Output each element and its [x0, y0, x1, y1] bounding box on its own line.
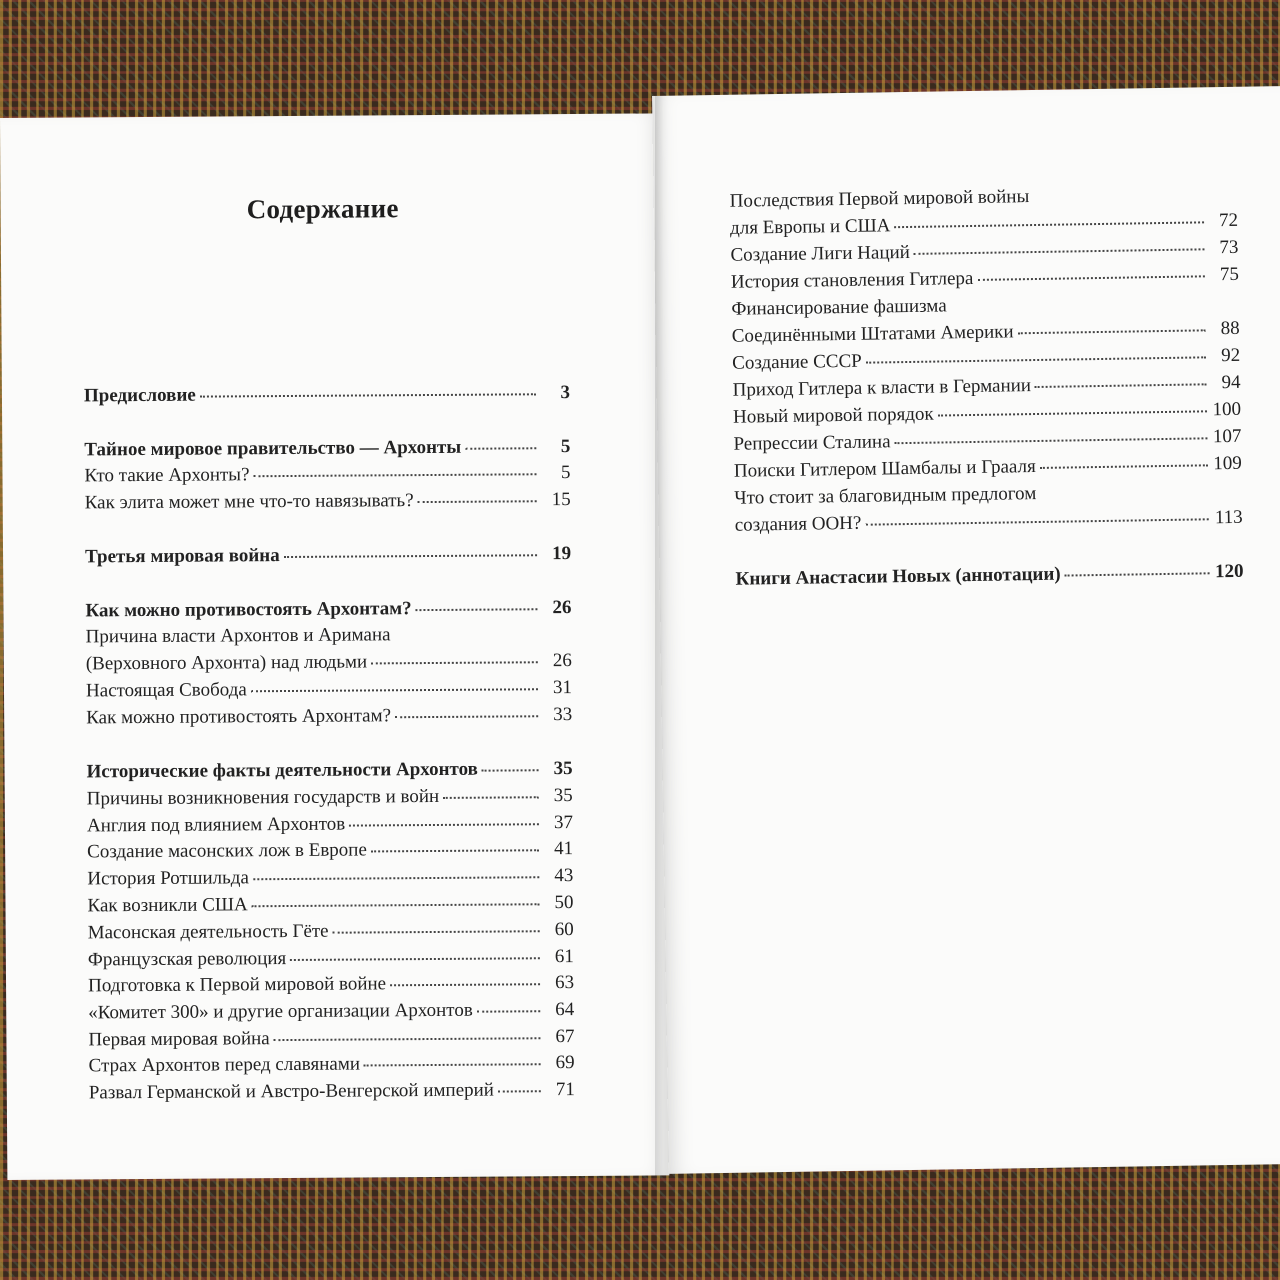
toc-entry-line1: Причина власти Архонтов и Аримана	[85, 624, 391, 648]
toc-entry: Исторические факты деятельности Архонтов 35	[86, 758, 573, 783]
toc-entry: Настоящая Свобода 31	[85, 677, 573, 702]
toc-entry: создания ООН? 113	[734, 506, 1243, 536]
toc-entry-line1: Финансирование фашизма	[731, 295, 947, 320]
toc-entry: Как возникли США 50	[87, 892, 574, 917]
toc-entry: Кто такие Архонты? 5	[84, 462, 571, 487]
toc-entry: Предисловие 3	[83, 382, 571, 407]
toc-entry: Соединёнными Штатами Америки 88	[731, 317, 1240, 347]
toc-entry: История становления Гитлера 75	[730, 263, 1240, 293]
toc-entry: Новый мировой порядок 100	[732, 398, 1242, 428]
toc-entry: Французская революция 61	[87, 946, 574, 971]
toc-entry: Третья мировая война 19	[84, 543, 572, 568]
toc-entry: Книги Анастасии Новых (аннотации) 120	[735, 560, 1244, 590]
toc-entry: Англия под влиянием Архонтов 37	[86, 812, 574, 837]
toc-entry: Как элита может мне что-то навязывать? 15	[84, 489, 571, 514]
book-spine	[655, 96, 669, 1176]
toc-entry: Причины возникновения государств и войн 35	[86, 785, 573, 810]
toc-entry: Создание Лиги Наций 73	[730, 236, 1239, 266]
toc-right	[652, 86, 1280, 590]
right-page	[652, 86, 1280, 1174]
toc-entry: Страх Архонтов перед славянами 69	[88, 1052, 575, 1077]
toc-entry: Создание масонских лож в Европе 41	[87, 838, 574, 863]
toc-entry: Приход Гитлера к власти в Германии 94	[732, 371, 1241, 401]
toc-entry-line1: Последствия Первой мировой войны	[729, 186, 1030, 212]
toc-entry: Создание СССР 92	[732, 344, 1241, 374]
toc-entry: Масонская деятельность Гёте 60	[87, 919, 574, 944]
left-page	[0, 113, 669, 1180]
toc-entry: Репрессии Сталина 107	[733, 425, 1242, 455]
toc-entry: История Ротшильда 43	[87, 865, 574, 890]
toc-entry: Как можно противостоять Архонтам? 26	[85, 597, 572, 622]
toc-entry: Первая мировая война 67	[88, 1026, 575, 1051]
toc-entry: Как можно противостоять Архонтам? 33	[86, 704, 573, 729]
toc-entry: Развал Германской и Австро-Венгерской империй 71	[88, 1079, 575, 1104]
toc-entry: для Европы и США 72	[729, 209, 1239, 239]
page-title: Содержание	[246, 193, 399, 225]
toc-entry: Поиски Гитлером Шамбалы и Грааля 109	[733, 452, 1243, 482]
toc-entry: Тайное мировое правительство — Архонты 5	[84, 436, 571, 461]
toc-entry: (Верховного Архонта) над людьми 26	[85, 650, 572, 675]
toc-entry: Подготовка к Первой мировой войне 63	[87, 972, 575, 997]
toc-entry-line1: Что стоит за благовидным предлогом	[734, 483, 1037, 509]
toc-entry: «Комитет 300» и другие организации Архонтов 64	[88, 999, 575, 1024]
